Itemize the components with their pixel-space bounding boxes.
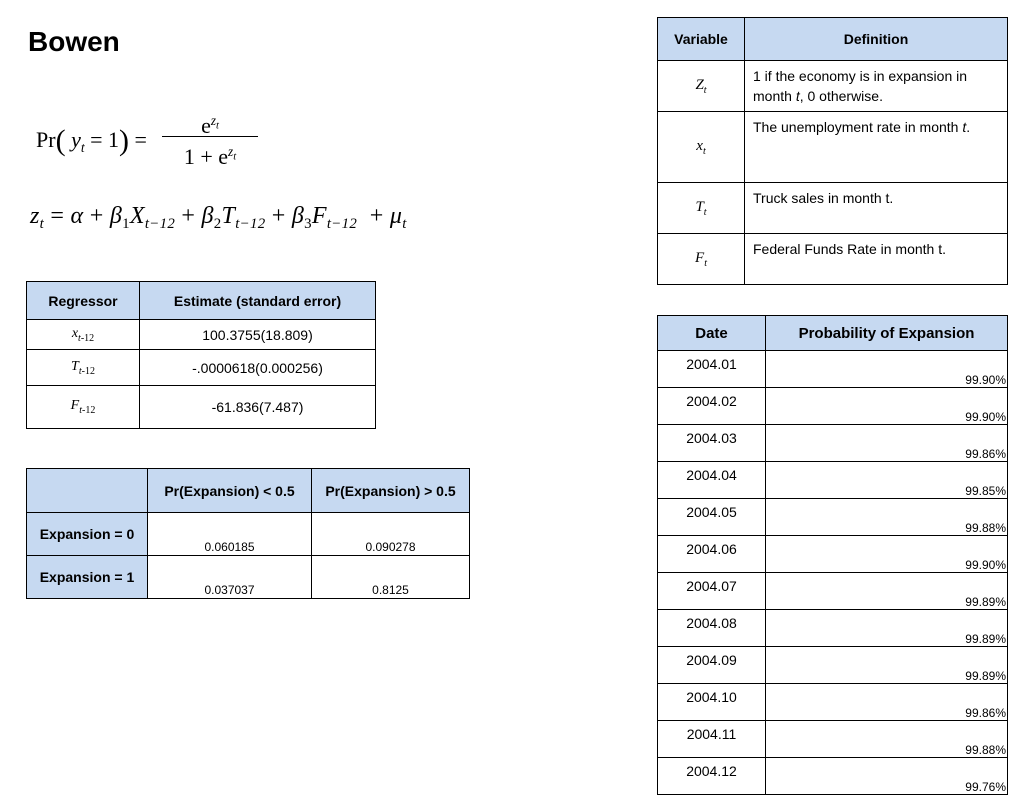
formula-lhs xyxy=(36,124,147,158)
variable-symbol: Z xyxy=(695,76,704,93)
col-header-lt: Pr(Expansion) < 0.5 xyxy=(148,469,312,513)
definition-text: 1 if the economy is in expansion in month xyxy=(753,68,968,104)
table-row xyxy=(658,183,1008,234)
value-cell: 0.8125 xyxy=(312,556,470,599)
regressor-sub xyxy=(78,332,94,343)
close-paren: ) xyxy=(119,124,130,157)
mu-sub: t xyxy=(402,216,407,233)
definition-text: Federal Funds Rate in month t. xyxy=(753,241,946,257)
variable-sub: t xyxy=(703,84,707,96)
date-cell: 2004.10 xyxy=(658,684,766,721)
estimate-cell: -61.836(7.487) xyxy=(140,386,376,429)
eq-one: = 1 xyxy=(84,127,120,152)
regressor-sub-lag: -12 xyxy=(81,365,95,377)
definition-cell xyxy=(745,183,1008,234)
col-header-blank xyxy=(27,469,148,513)
table-row xyxy=(658,351,1008,388)
date-cell: 2004.09 xyxy=(658,647,766,684)
f-term: F xyxy=(311,203,327,229)
table-row xyxy=(658,536,1008,573)
probability-table xyxy=(657,315,1008,795)
date-cell: 2004.04 xyxy=(658,462,766,499)
table-row xyxy=(658,499,1008,536)
num-exp-sub: t xyxy=(215,120,219,132)
z-sub: t xyxy=(39,216,45,233)
y-sub: t xyxy=(80,139,85,155)
date-cell: 2004.03 xyxy=(658,425,766,462)
variable-sub: t xyxy=(703,206,707,218)
regressor-cell xyxy=(27,386,140,429)
table-header-row xyxy=(658,316,1008,351)
regressor-cell xyxy=(27,320,140,350)
date-cell: 2004.05 xyxy=(658,499,766,536)
date-cell: 2004.06 xyxy=(658,536,766,573)
den-prefix: 1 + e xyxy=(183,143,229,169)
regressor-sub-t: t xyxy=(78,365,82,377)
num-exp-z: z xyxy=(210,113,216,128)
table-row xyxy=(658,684,1008,721)
plus-4: + xyxy=(357,203,390,229)
table-row xyxy=(27,386,376,429)
x-term-sub: t−12 xyxy=(144,216,176,233)
date-cell: 2004.02 xyxy=(658,388,766,425)
page-title: Bowen xyxy=(28,26,120,57)
table-row xyxy=(658,425,1008,462)
table-row xyxy=(658,234,1008,285)
variable-cell xyxy=(658,61,745,112)
col-header-variable: Variable xyxy=(658,18,745,61)
regressor-cell xyxy=(27,350,140,386)
regressor-var: T xyxy=(71,358,79,374)
date-cell: 2004.08 xyxy=(658,610,766,647)
mu: μ xyxy=(389,203,403,229)
probability-cell: 99.86% xyxy=(766,425,1008,462)
table-row xyxy=(658,112,1008,183)
estimate-cell: -.0000618(0.000256) xyxy=(140,350,376,386)
variable-symbol: F xyxy=(695,249,705,266)
contingency-table xyxy=(26,468,470,599)
probability-cell: 99.86% xyxy=(766,684,1008,721)
regressor-sub-t: t xyxy=(78,332,81,344)
table-row xyxy=(658,610,1008,647)
eq-sign: = xyxy=(44,203,71,229)
definition-tail: . xyxy=(966,119,971,135)
table-row xyxy=(27,556,470,599)
date-cell: 2004.12 xyxy=(658,758,766,795)
definition-cell xyxy=(745,61,1008,112)
date-cell: 2004.01 xyxy=(658,351,766,388)
open-paren: ( xyxy=(55,124,66,157)
f-term-sub: t−12 xyxy=(326,216,358,233)
y-var: y xyxy=(71,127,81,152)
variable-table xyxy=(657,17,1008,285)
date-cell: 2004.07 xyxy=(658,573,766,610)
beta-2-sub: 2 xyxy=(213,216,222,233)
date-cell: 2004.11 xyxy=(658,721,766,758)
regressor-table xyxy=(26,281,376,429)
plus-1: + xyxy=(83,203,110,229)
table-header-row xyxy=(27,469,470,513)
table-row xyxy=(658,721,1008,758)
probability-cell: 99.76% xyxy=(766,758,1008,795)
regressor-sub xyxy=(79,365,95,376)
col-header-probability: Probability of Expansion xyxy=(766,316,1008,351)
col-header-definition: Definition xyxy=(745,18,1008,61)
num-e: e xyxy=(201,112,211,138)
t-term-sub: t−12 xyxy=(235,216,266,233)
probability-cell: 99.88% xyxy=(766,499,1008,536)
regressor-sub-t: t xyxy=(79,404,82,416)
regressor-sub xyxy=(79,405,95,416)
t-term: T xyxy=(221,203,236,229)
col-header-estimate: Estimate (standard error) xyxy=(140,282,376,320)
probability-cell: 99.88% xyxy=(766,721,1008,758)
probability-cell: 99.90% xyxy=(766,536,1008,573)
den-exp-z: z xyxy=(228,144,234,159)
definition-text: The unemployment rate in month xyxy=(753,119,963,135)
variable-symbol: T xyxy=(695,198,704,215)
z-var: z xyxy=(30,203,40,229)
definition-text: Truck sales in month t. xyxy=(753,190,894,206)
regressor-sub-lag: -12 xyxy=(82,404,96,416)
value-cell: 0.060185 xyxy=(148,513,312,556)
table-row xyxy=(658,462,1008,499)
probability-cell: 99.90% xyxy=(766,388,1008,425)
row-label: Expansion = 0 xyxy=(27,513,148,556)
probability-cell: 99.89% xyxy=(766,610,1008,647)
table-row xyxy=(658,573,1008,610)
beta-3-sub: 3 xyxy=(304,216,312,233)
den-exp-sub: t xyxy=(233,151,237,163)
regressor-var: F xyxy=(70,398,80,414)
beta-1: β xyxy=(109,203,123,229)
beta-3: β xyxy=(291,203,305,229)
definition-cell xyxy=(745,234,1008,285)
table-header-row xyxy=(27,282,376,320)
plus-2: + xyxy=(175,203,202,229)
pr-text: Pr xyxy=(36,127,56,152)
numerator xyxy=(160,106,260,136)
denominator xyxy=(160,137,260,169)
table-row xyxy=(27,513,470,556)
alpha: α xyxy=(70,203,84,229)
row-label: Expansion = 1 xyxy=(27,556,148,599)
variable-cell xyxy=(658,183,745,234)
table-row xyxy=(658,61,1008,112)
value-cell: 0.090278 xyxy=(312,513,470,556)
definition-tail: , 0 otherwise. xyxy=(799,88,883,104)
variable-cell xyxy=(658,234,745,285)
table-row xyxy=(658,647,1008,684)
regressor-sub-lag: -12 xyxy=(80,332,95,344)
value-cell: 0.037037 xyxy=(148,556,312,599)
col-header-regressor: Regressor xyxy=(27,282,140,320)
plus-3: + xyxy=(265,203,292,229)
definition-italic: t xyxy=(962,119,967,135)
probability-rows xyxy=(658,351,1008,795)
estimate-cell: 100.3755(18.809) xyxy=(140,320,376,350)
beta-2: β xyxy=(201,203,214,229)
probability-cell: 99.89% xyxy=(766,573,1008,610)
variable-sub: t xyxy=(704,257,707,269)
probability-cell: 99.90% xyxy=(766,351,1008,388)
beta-1-sub: 1 xyxy=(122,216,130,233)
col-header-gt: Pr(Expansion) > 0.5 xyxy=(312,469,470,513)
table-row xyxy=(658,758,1008,795)
z-equation xyxy=(30,203,407,233)
definition-italic: t xyxy=(795,88,800,104)
variable-cell xyxy=(658,112,745,183)
table-row xyxy=(658,388,1008,425)
table-header-row xyxy=(658,18,1008,61)
col-header-date: Date xyxy=(658,316,766,351)
variable-sub: t xyxy=(702,145,706,157)
probability-cell: 99.85% xyxy=(766,462,1008,499)
table-row xyxy=(27,320,376,350)
equals-sign: = xyxy=(129,127,147,152)
definition-cell xyxy=(745,112,1008,183)
table-row xyxy=(27,350,376,386)
regressor-var: x xyxy=(71,325,79,341)
x-term: X xyxy=(129,203,145,229)
variable-symbol: x xyxy=(696,137,703,154)
fraction xyxy=(160,106,260,169)
probability-cell: 99.89% xyxy=(766,647,1008,684)
